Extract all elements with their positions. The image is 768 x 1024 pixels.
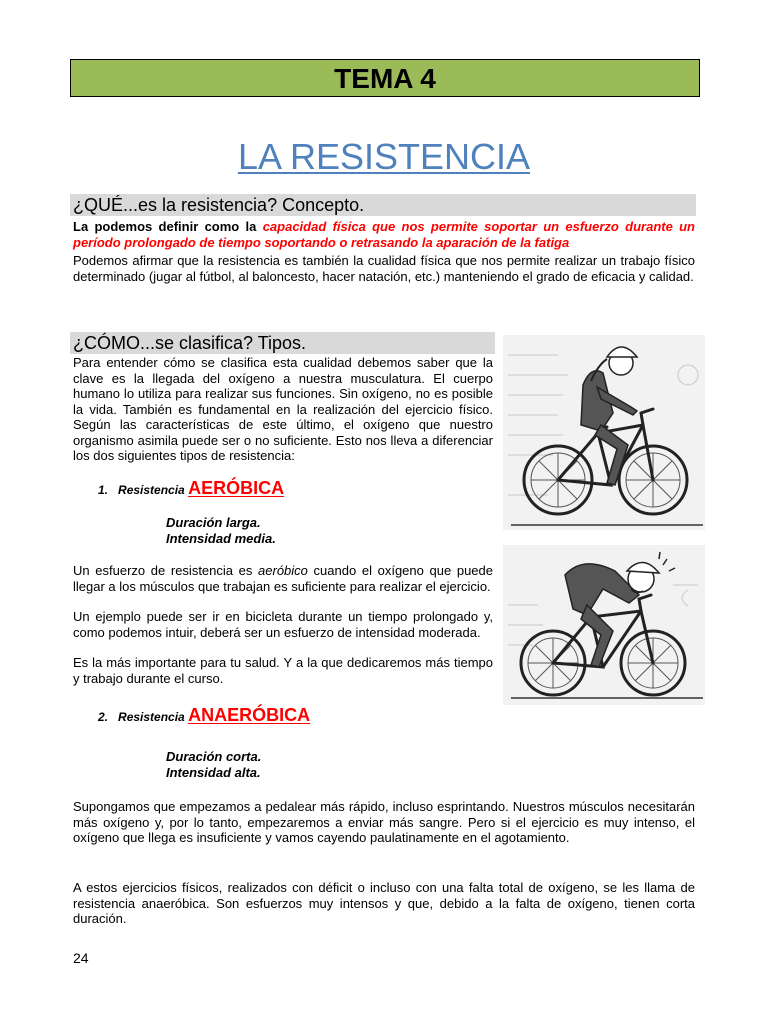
page-title-text: LA RESISTENCIA xyxy=(237,136,531,177)
aerobica-paragraph-3: Es la más importante para tu salud. Y a la que dedicaremos más tiempo y trabajo durante el curso. xyxy=(73,655,493,686)
tema-header: TEMA 4 xyxy=(70,59,700,97)
list-label: Resistencia xyxy=(118,710,185,724)
list-label: Resistencia xyxy=(118,483,185,497)
definition-paragraph xyxy=(73,219,695,250)
cyclist-exhausted-icon xyxy=(503,545,705,705)
anaerobica-intensity: Intensidad alta. xyxy=(166,765,261,780)
section-heading-como: ¿CÓMO...se clasifica? Tipos. xyxy=(70,332,495,354)
list-number: 2. xyxy=(98,710,109,724)
classification-intro: Para entender cómo se clasifica esta cualidad debemos saber que la clave es la llegada del oxígeno a nuestra musculatura. El cuerpo humano lo utiliza para realizar sus funciones. Sin oxígeno, no es posible la vida. También es fundamental en la realización del ejercicio físico. Según las características de este último, el oxígeno que nuestro organismo asimila puede ser o no suficiente. Esto nos lleva a diferenciar los dos siguientes tipos de resistencia: xyxy=(73,355,493,463)
aerobica-label: AERÓBICA xyxy=(188,478,285,498)
aerobica-duration: Duración larga. xyxy=(166,515,261,530)
text-run: Un esfuerzo de resistencia es xyxy=(73,563,259,578)
anaerobica-paragraph-2: A estos ejercicios físicos, realizados con déficit o incluso con una falta total de oxígeno, se les llama de resistencia anaeróbica. Son esfuerzos muy intensos y que, debido a la falta de oxígeno, tienen corta duración. xyxy=(73,880,695,926)
list-number: 1. xyxy=(98,483,109,497)
page-title xyxy=(0,136,768,178)
page-number: 24 xyxy=(73,950,89,966)
list-item-anaerobica xyxy=(98,705,310,726)
aerobica-paragraph-2: Un ejemplo puede ser ir en bicicleta durante un tiempo prolongado y, como podemos intuir, deberá ser un esfuerzo de intensidad moderada. xyxy=(73,609,493,640)
text-run: cuando el oxígeno que puede llegar a los músculos que trabajan es suficiente para realizar el ejercicio. xyxy=(73,563,493,594)
anaerobica-label: ANAERÓBICA xyxy=(188,705,311,725)
anaerobica-duration: Duración corta. xyxy=(166,749,262,764)
aerobica-paragraph-1 xyxy=(73,563,493,594)
anaerobic-cyclist-illustration xyxy=(503,545,705,705)
text-italic: aeróbico xyxy=(258,563,308,578)
cyclist-relaxed-icon xyxy=(503,335,705,530)
definition-prefix: La podemos definir como la xyxy=(73,219,263,234)
list-item-aerobica xyxy=(98,478,284,499)
concept-paragraph: Podemos afirmar que la resistencia es también la cualidad física que nos permite realizar un trabajo físico determinado (jugar al fútbol, al baloncesto, hacer natación, etc.) manteniendo el grado de eficacia y calidad. xyxy=(73,253,695,284)
section-heading-que: ¿QUÉ...es la resistencia? Concepto. xyxy=(70,194,696,216)
anaerobica-paragraph-1: Supongamos que empezamos a pedalear más rápido, incluso esprintando. Nuestros músculos necesitarán más oxígeno y, por lo tanto, empezaremos a enviar más sangre. Pero si el ejercicio es muy intenso, el oxígeno que llega es insuficiente y vamos cayendo paulatinamente en el agotamiento. xyxy=(73,799,695,845)
definition-highlight: capacidad física que nos permite soportar un esfuerzo durante un período prolongado de tiempo soportando o retrasando la aparación de la fatiga xyxy=(73,219,695,250)
aerobica-intensity: Intensidad media. xyxy=(166,531,276,546)
aerobic-cyclist-illustration xyxy=(503,335,705,530)
